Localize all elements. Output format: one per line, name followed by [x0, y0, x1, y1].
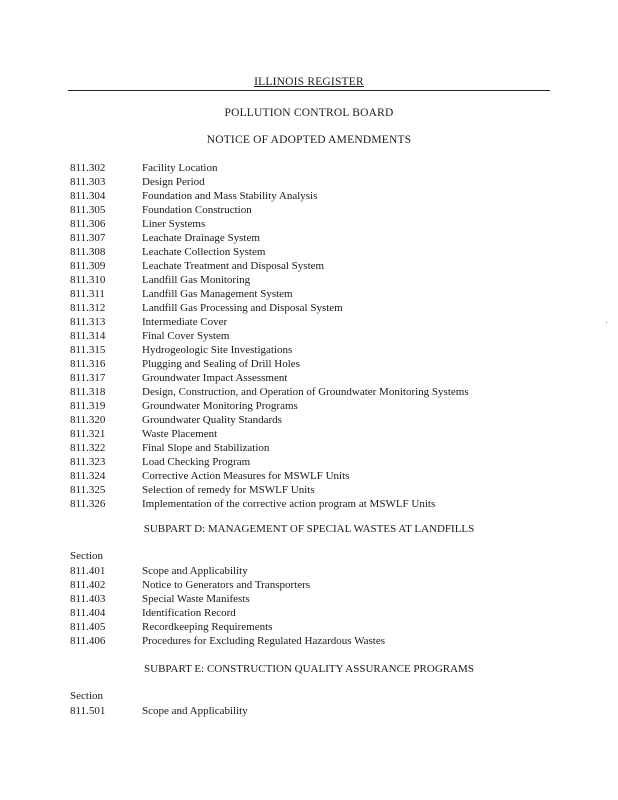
section-number: 811.315: [70, 344, 106, 356]
subpart-e-heading: SUBPART E: CONSTRUCTION QUALITY ASSURANCE PROGRAMS: [144, 663, 474, 675]
section-title: Waste Placement: [142, 428, 218, 440]
section-number: 811.326: [70, 498, 106, 510]
section-number: 811.406: [70, 635, 106, 647]
section-number: 811.308: [70, 246, 106, 258]
section-title: Plugging and Sealing of Drill Holes: [142, 358, 300, 370]
section-title: Notice to Generators and Transporters: [142, 579, 311, 591]
section-number: 811.313: [70, 316, 106, 328]
section-title: Design Period: [142, 176, 205, 188]
section-number: 811.309: [70, 260, 106, 272]
section-title: Groundwater Impact Assessment: [142, 372, 288, 384]
section-number: 811.316: [70, 358, 106, 370]
section-title: Liner Systems: [142, 218, 206, 230]
section-title: Identification Record: [142, 607, 236, 619]
section-title: Hydrogeologic Site Investigations: [142, 344, 293, 356]
stray-mark: [606, 322, 607, 323]
section-title: Leachate Collection System: [142, 246, 266, 258]
section-title: Groundwater Monitoring Programs: [142, 400, 298, 412]
board-title: POLLUTION CONTROL BOARD: [224, 107, 394, 119]
section-number: 811.314: [70, 330, 106, 342]
section-number: 811.322: [70, 442, 106, 454]
subpart-d-section-label: Section: [70, 550, 103, 562]
section-number: 811.317: [70, 372, 106, 384]
section-number: 811.324: [70, 470, 106, 482]
section-number: 811.302: [70, 162, 106, 174]
section-number: 811.310: [70, 274, 106, 286]
section-number: 811.321: [70, 428, 106, 440]
subpart-e-section-label: Section: [70, 690, 103, 702]
section-number: 811.312: [70, 302, 106, 314]
section-number: 811.403: [70, 593, 106, 605]
section-title: Leachate Drainage System: [142, 232, 260, 244]
section-title: Landfill Gas Management System: [142, 288, 293, 300]
section-title: Final Slope and Stabilization: [142, 442, 270, 454]
section-title: Landfill Gas Monitoring: [142, 274, 251, 286]
section-title: Load Checking Program: [142, 456, 251, 468]
section-number: 811.320: [70, 414, 106, 426]
section-number: 811.303: [70, 176, 106, 188]
section-title: Foundation Construction: [142, 204, 252, 216]
section-number: 811.319: [70, 400, 106, 412]
section-title: Special Waste Manifests: [142, 593, 250, 605]
section-number: 811.307: [70, 232, 106, 244]
section-number: 811.404: [70, 607, 106, 619]
section-title: Scope and Applicability: [142, 705, 248, 717]
section-title: Procedures for Excluding Regulated Hazardous Wastes: [142, 635, 385, 647]
section-title: Corrective Action Measures for MSWLF Units: [142, 470, 350, 482]
register-title: ILLINOIS REGISTER: [254, 76, 364, 88]
section-title: Selection of remedy for MSWLF Units: [142, 484, 315, 496]
section-title: Foundation and Mass Stability Analysis: [142, 190, 318, 202]
header-rule: [68, 90, 550, 91]
section-number: 811.304: [70, 190, 106, 202]
section-title: Scope and Applicability: [142, 565, 248, 577]
section-title: Facility Location: [142, 162, 218, 174]
section-title: Intermediate Cover: [142, 316, 228, 328]
section-title: Groundwater Quality Standards: [142, 414, 282, 426]
section-title: Leachate Treatment and Disposal System: [142, 260, 325, 272]
section-number: 811.401: [70, 565, 106, 577]
section-number: 811.323: [70, 456, 106, 468]
section-title: Design, Construction, and Operation of Groundwater Monitoring Systems: [142, 386, 469, 398]
subpart-d-heading: SUBPART D: MANAGEMENT OF SPECIAL WASTES AT LANDFILLS: [143, 523, 475, 535]
section-number: 811.405: [70, 621, 106, 633]
section-number: 811.325: [70, 484, 106, 496]
section-number: 811.311: [70, 288, 105, 300]
section-title: Landfill Gas Processing and Disposal System: [142, 302, 343, 314]
section-title: Final Cover System: [142, 330, 230, 342]
section-number: 811.305: [70, 204, 106, 216]
section-title: Implementation of the corrective action program at MSWLF Units: [142, 498, 436, 510]
section-number: 811.402: [70, 579, 106, 591]
section-title: Recordkeeping Requirements: [142, 621, 273, 633]
section-number: 811.501: [70, 705, 106, 717]
notice-title: NOTICE OF ADOPTED AMENDMENTS: [206, 134, 412, 146]
section-number: 811.306: [70, 218, 106, 230]
section-number: 811.318: [70, 386, 106, 398]
